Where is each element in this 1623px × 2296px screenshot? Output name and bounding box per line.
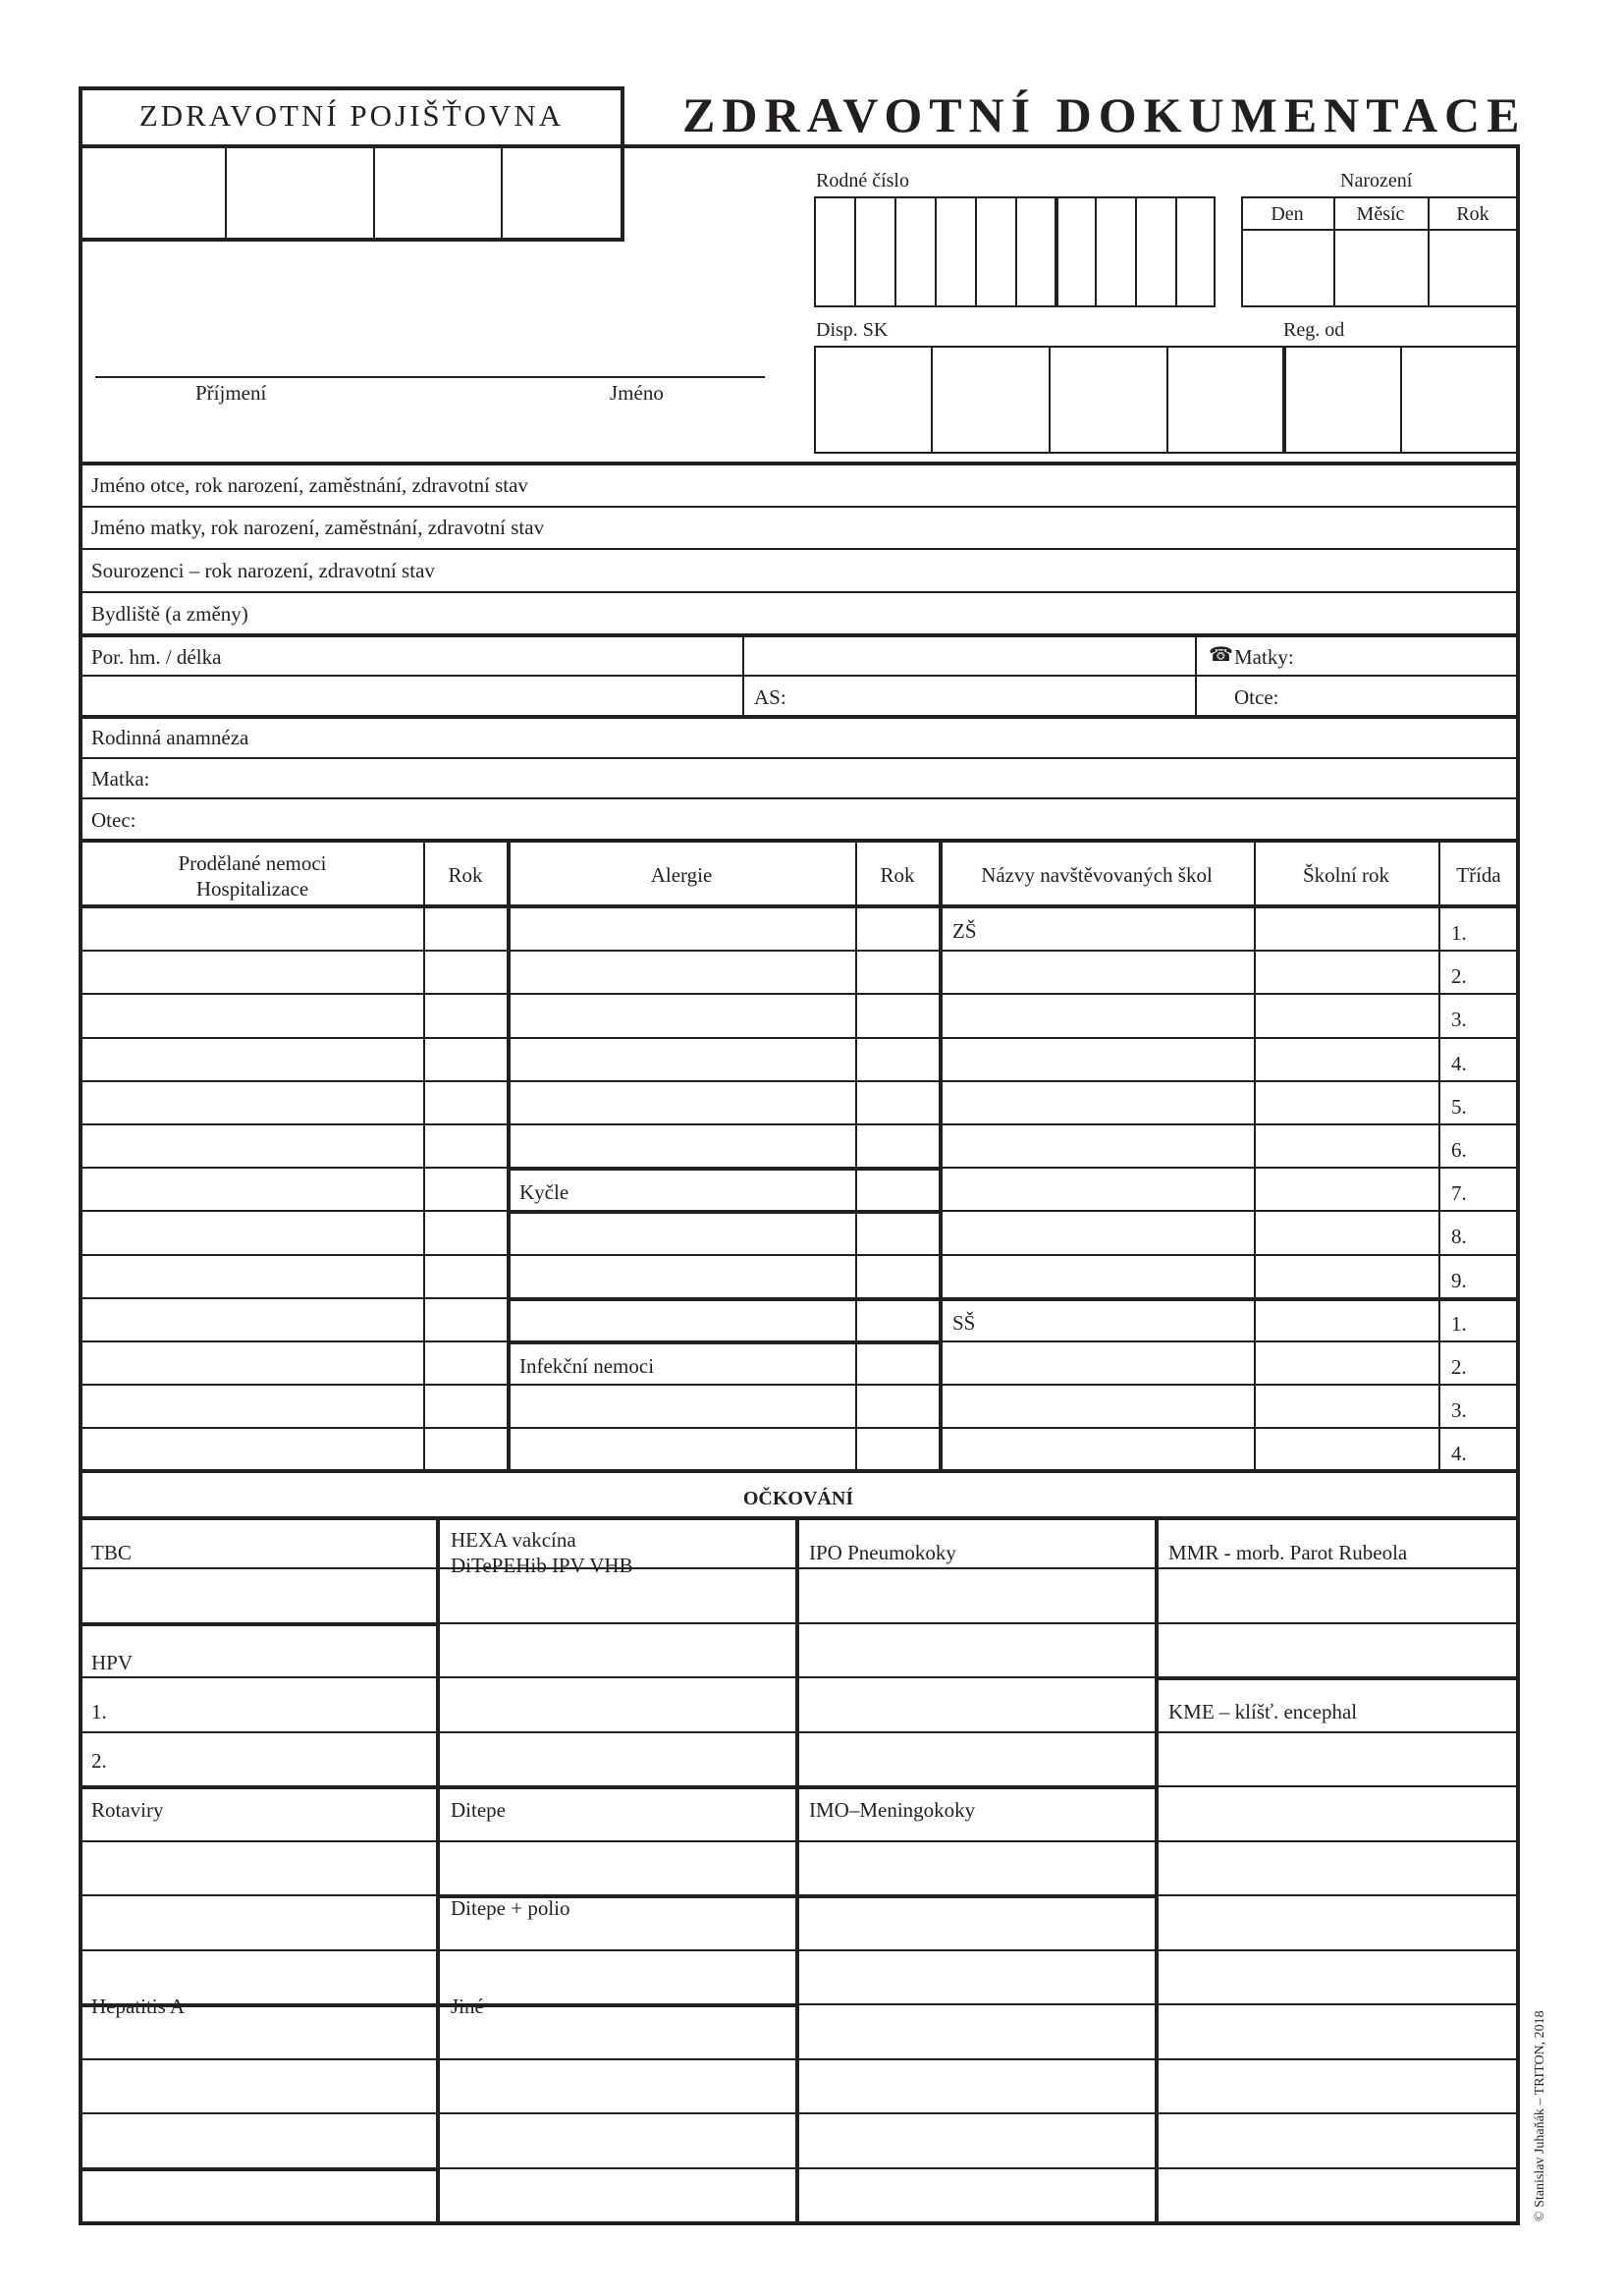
hepatitis-label: Hepatitis A — [91, 1995, 186, 2018]
dr-div — [1166, 346, 1168, 454]
col-line — [423, 841, 425, 1470]
vacc-row-line — [797, 1949, 1157, 1951]
section-divider — [79, 462, 1520, 465]
class-number: 3. — [1451, 1398, 1467, 1422]
row-line — [939, 1037, 1518, 1039]
vacc-row-line — [797, 1785, 1157, 1789]
insurer-divider — [79, 144, 624, 148]
vacc-row-line — [797, 1622, 1157, 1624]
row-line — [79, 1080, 509, 1082]
row-line — [79, 1210, 509, 1212]
row-line — [79, 1297, 509, 1299]
anamnesis-father-label: Otec: — [91, 808, 136, 832]
frame-top — [622, 144, 1520, 148]
father-info-label: Jméno otce, rok narození, zaměstnání, zdravotní stav — [91, 473, 528, 497]
col-allergies-header: Alergie — [650, 863, 713, 887]
row-line — [79, 506, 1518, 508]
row-line — [79, 797, 1518, 799]
birth-label: Narození — [1340, 170, 1413, 191]
vacc-row-line — [79, 1676, 438, 1678]
vacc-row-line — [797, 2003, 1157, 2005]
col-line-thick — [939, 841, 943, 1470]
row-line — [939, 1167, 1518, 1169]
row-line — [507, 1080, 941, 1082]
year-label: Rok — [1456, 203, 1489, 225]
month-label: Měsíc — [1356, 203, 1405, 225]
class-number: 3. — [1451, 1008, 1467, 1031]
class-number: 4. — [1451, 1442, 1467, 1465]
vacc-row-line — [79, 1731, 438, 1733]
row-line — [79, 1340, 509, 1342]
name-line — [95, 376, 765, 378]
row-line — [507, 1384, 941, 1386]
residence-label: Bydliště (a změny) — [91, 602, 248, 626]
mmr-label: MMR - morb. Parot Rubeola — [1168, 1541, 1408, 1564]
row-line — [507, 993, 941, 995]
vacc-row-line — [1157, 2003, 1518, 2005]
vacc-row-line — [438, 1785, 797, 1789]
zs-label: ZŠ — [952, 919, 977, 943]
dr-div — [931, 346, 933, 454]
vacc-row-line — [797, 2058, 1157, 2060]
bn-div — [1135, 196, 1137, 307]
row-line — [939, 950, 1518, 952]
vacc-row-line — [1157, 1731, 1518, 1733]
row-line — [79, 675, 1518, 677]
vacc-row-line — [79, 1567, 438, 1569]
ditepe-polio-label: Ditepe + polio — [451, 1896, 570, 1920]
col-class-header: Třída — [1456, 863, 1501, 887]
vacc-row-line — [797, 1676, 1157, 1678]
vacc-row-line — [438, 2112, 797, 2114]
row-line — [939, 1254, 1518, 1256]
insurer-label: ZDRAVOTNÍ POJIŠŤOVNA — [138, 98, 565, 133]
imo-label: IMO–Meningokoky — [809, 1798, 976, 1822]
infections-label: Infekční nemoci — [519, 1354, 655, 1378]
row-line — [79, 950, 509, 952]
row-line — [939, 1427, 1518, 1429]
ditepe-label: Ditepe — [451, 1798, 506, 1822]
vacc-row-line — [79, 2112, 438, 2114]
name-label: Jméno — [610, 381, 664, 405]
vacc-row-line — [1157, 2167, 1518, 2169]
tbc-label: TBC — [91, 1541, 132, 1564]
bd-div — [1241, 229, 1518, 231]
class-number: 2. — [1451, 1355, 1467, 1379]
dr-div-main — [1282, 346, 1286, 454]
vacc-row-line — [79, 1840, 438, 1842]
bn-div — [1095, 196, 1097, 307]
col-diseases-header — [81, 850, 424, 902]
section-divider — [79, 1469, 1520, 1473]
vacc-row-line — [1157, 1949, 1518, 1951]
hpv-label: HPV — [91, 1651, 134, 1674]
vacc-row-line — [79, 1894, 438, 1896]
class-number: 7. — [1451, 1181, 1467, 1205]
vacc-row-line — [1157, 2058, 1518, 2060]
col-diseases-line2: Hospitalizace — [195, 877, 309, 901]
vacc-row-line — [1157, 1785, 1518, 1787]
insurer-cell-divider — [501, 146, 503, 240]
col-line — [1438, 841, 1440, 1470]
vacc-row-line — [797, 1731, 1157, 1733]
mother-info-label: Jméno matky, rok narození, zaměstnání, zdravotní stav — [91, 516, 545, 539]
dr-div — [1049, 346, 1051, 454]
row-line — [507, 1167, 941, 1171]
vacc-row-line — [797, 1840, 1157, 1842]
hips-label: Kyčle — [519, 1180, 569, 1204]
vacc-row-line — [797, 2167, 1157, 2169]
col-line — [855, 841, 857, 1470]
vacc-row-line — [1157, 2112, 1518, 2114]
vacc-row-line — [1157, 1840, 1518, 1842]
anamnesis-mother-label: Matka: — [91, 767, 150, 791]
bn-div — [854, 196, 856, 307]
row-line — [939, 1384, 1518, 1386]
frame-bottom — [79, 2221, 1520, 2225]
kme-label: KME – klíšť. encephal — [1168, 1700, 1358, 1723]
bn-div — [975, 196, 977, 307]
class-number: 8. — [1451, 1225, 1467, 1248]
section-divider — [79, 1516, 1520, 1520]
row-line — [507, 1427, 941, 1429]
row-line — [507, 1254, 941, 1256]
copyright: © Stanislav Juhaňák – TRITON, 2018 — [1533, 2010, 1547, 2221]
row-line — [507, 1210, 941, 1214]
row-line — [507, 1297, 941, 1301]
class-number: 1. — [1451, 921, 1467, 945]
surname-label: Příjmení — [195, 381, 267, 405]
frame-right — [1516, 144, 1520, 2225]
row-line — [79, 591, 1518, 593]
insurer-cell-divider — [225, 146, 227, 240]
row-line — [507, 1123, 941, 1125]
row-line — [79, 1037, 509, 1039]
hpv-2-label: 2. — [91, 1749, 107, 1773]
row-line — [79, 1427, 509, 1429]
row-line — [939, 1210, 1518, 1212]
row-line — [79, 1123, 509, 1125]
class-number: 5. — [1451, 1095, 1467, 1119]
row-line — [939, 1123, 1518, 1125]
hexa-label-1: HEXA vakcína — [451, 1528, 576, 1552]
vacc-row-line — [79, 2167, 438, 2171]
class-number: 2. — [1451, 964, 1467, 988]
row-line — [507, 1340, 941, 1344]
header-bottom-line — [79, 904, 1520, 908]
vacc-row-line — [438, 1731, 797, 1733]
row-line — [939, 993, 1518, 995]
vacc-row-line — [438, 1949, 797, 1951]
hexa-label-2: DiTePEHib IPV VHB — [451, 1554, 633, 1577]
vacc-row-line — [797, 1567, 1157, 1569]
dr-div — [1400, 346, 1402, 454]
bn-div — [1175, 196, 1177, 307]
col-year-header: Rok — [448, 863, 483, 887]
phone-father-label: Otce: — [1234, 685, 1279, 709]
row-line — [507, 950, 941, 952]
vacc-row-line — [438, 1840, 797, 1842]
birth-number-label: Rodné číslo — [816, 170, 909, 191]
row-line — [79, 1384, 509, 1386]
vacc-row-line — [797, 1894, 1157, 1898]
reg-label: Reg. od — [1283, 319, 1345, 341]
vacc-row-line — [1157, 1676, 1518, 1680]
row-line-thick — [79, 715, 1520, 719]
row-line — [79, 1167, 509, 1169]
disp-label: Disp. SK — [816, 319, 889, 341]
vacc-row-line — [438, 2058, 797, 2060]
hpv-1-label: 1. — [91, 1700, 107, 1723]
ipo-label: IPO Pneumokoky — [809, 1541, 956, 1564]
row-line — [79, 757, 1518, 759]
row-line-thick — [79, 633, 1520, 637]
family-anamnesis-label: Rodinná anamnéza — [91, 726, 249, 749]
vacc-row-line — [1157, 1567, 1518, 1569]
page-title: ZDRAVOTNÍ DOKUMENTACE — [682, 87, 1527, 142]
class-number: 4. — [1451, 1052, 1467, 1075]
frame-left — [79, 240, 82, 2225]
row-line — [939, 1340, 1518, 1342]
row-line — [939, 1297, 1518, 1301]
row-line-thick — [79, 839, 1520, 843]
row-line — [939, 1080, 1518, 1082]
birth-weight-label: Por. hm. / délka — [91, 645, 222, 669]
vacc-row-line — [1157, 1622, 1518, 1624]
bn-div-main — [1055, 196, 1058, 307]
row-line — [79, 993, 509, 995]
col-school-year-header: Školní rok — [1302, 863, 1390, 887]
col-schools-header: Názvy navštěvovaných škol — [981, 863, 1213, 887]
rotavirus-label: Rotaviry — [91, 1798, 164, 1822]
vacc-row-line — [797, 2112, 1157, 2114]
vacc-row-line — [438, 2003, 797, 2007]
vacc-row-line — [79, 1785, 438, 1789]
vacc-row-line — [79, 1622, 438, 1626]
vacc-row-line — [79, 1949, 438, 1951]
col-diseases-line1: Prodělané nemoci — [178, 851, 327, 875]
other-label: Jiné — [451, 1995, 484, 2018]
row-line — [507, 1037, 941, 1039]
class-number: 9. — [1451, 1269, 1467, 1292]
vacc-row-line — [438, 1622, 797, 1624]
vacc-row-line — [79, 2058, 438, 2060]
vacc-row-line — [1157, 1894, 1518, 1896]
row-line — [79, 1254, 509, 1256]
col-year2-header: Rok — [880, 863, 915, 887]
vacc-row-line — [438, 1676, 797, 1678]
as-label: AS: — [754, 685, 786, 709]
row-line — [79, 548, 1518, 550]
class-number: 1. — [1451, 1312, 1467, 1336]
day-label: Den — [1271, 203, 1304, 225]
ss-label: SŠ — [952, 1311, 976, 1335]
bn-div — [1015, 196, 1017, 307]
bn-div — [935, 196, 937, 307]
vaccination-title: OČKOVÁNÍ — [742, 1488, 854, 1509]
phone-icon: ☎ — [1209, 642, 1233, 666]
siblings-label: Sourozenci – rok narození, zdravotní stav — [91, 559, 435, 582]
phone-mother-label: Matky: — [1234, 645, 1294, 669]
col-line — [1254, 841, 1256, 1470]
bn-div — [894, 196, 896, 307]
vacc-row-line — [438, 2167, 797, 2169]
insurer-cell-divider — [373, 146, 375, 240]
col-line-thick — [507, 841, 511, 1470]
class-number: 6. — [1451, 1138, 1467, 1162]
